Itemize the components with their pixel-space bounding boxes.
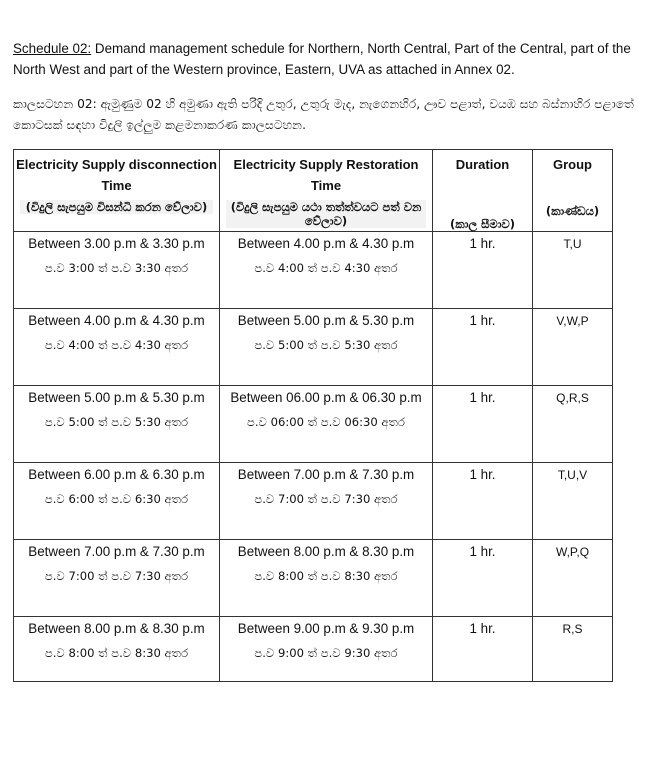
duration-value: 1 hr. [469, 313, 496, 328]
group-value: T,U [563, 237, 582, 251]
restore-time-sinhala: ප.ව 9:00 ත් ප.ව 9:30 අතර [254, 646, 398, 660]
restore-cell [220, 386, 433, 463]
group-cell [533, 463, 613, 540]
header-duration-label: Duration [455, 157, 510, 172]
duration-cell [433, 540, 533, 617]
disconnect-time: Between 4.00 p.m & 4.30 p.m [28, 313, 205, 328]
group-cell [533, 386, 613, 463]
schedule-heading-text: Demand management schedule for Northern, North Central, Part of the Central, part of the North West and part of the Western province, Eastern, UVA as attached in Annex 02. [13, 41, 631, 77]
header-restoration-time [220, 150, 433, 232]
group-value: R,S [562, 622, 583, 636]
disconnect-time: Between 8.00 p.m & 8.30 p.m [28, 621, 205, 636]
group-value: Q,R,S [556, 391, 589, 405]
restore-cell [220, 463, 433, 540]
restore-time: Between 9.00 p.m & 9.30 p.m [237, 621, 415, 636]
duration-cell [433, 617, 533, 682]
header-group-label-sinhala: (කාණ්ඩය) [545, 204, 600, 218]
table-header-row [14, 150, 613, 232]
table-row [14, 540, 613, 617]
restore-time: Between 5.00 p.m & 5.30 p.m [237, 313, 415, 328]
disconnect-cell [14, 540, 220, 617]
disconnect-time-sinhala: ප.ව 5:00 ත් ප.ව 5:30 අතර [44, 415, 189, 429]
duration-value: 1 hr. [469, 544, 496, 559]
table-row [14, 617, 613, 682]
header-disconnection-label-sinhala: (විදුලි සැපයුම විසන්ධි කරන වේලාව) [20, 200, 213, 214]
disconnect-cell [14, 617, 220, 682]
restore-cell [220, 540, 433, 617]
group-cell [533, 232, 613, 309]
duration-value: 1 hr. [469, 621, 496, 636]
restore-cell [220, 617, 433, 682]
disconnect-cell [14, 386, 220, 463]
restore-time: Between 7.00 p.m & 7.30 p.m [237, 467, 415, 482]
table-row [14, 386, 613, 463]
table-row [14, 463, 613, 540]
header-disconnection-time [14, 150, 220, 232]
disconnect-time-sinhala: ප.ව 7:00 ත් ප.ව 7:30 අතර [44, 569, 189, 583]
disconnect-cell [14, 463, 220, 540]
schedule-heading-sinhala: කාලසටහන 02: ඇමුණුම 02 හි අමුණා ඇති පරිදි උතුර, උතුරු මැද, නැගෙනහිර, ඌව පළාත්, වයඹ සහ බස්නාහිර පළාතේ කොටසක් සඳහා විදුලි ඉල්ලුම කළමනාකරණ කාලසටහන. [13, 97, 634, 132]
disconnect-cell [14, 232, 220, 309]
duration-value: 1 hr. [469, 236, 496, 251]
group-cell [533, 540, 613, 617]
table-row [14, 309, 613, 386]
duration-value: 1 hr. [469, 467, 496, 482]
group-value: W,P,Q [555, 545, 590, 559]
schedule-label: Schedule 02: [13, 41, 92, 56]
disconnect-time: Between 5.00 p.m & 5.30 p.m [28, 390, 205, 405]
schedule-table [13, 149, 613, 682]
group-cell [533, 617, 613, 682]
header-duration [433, 150, 533, 232]
disconnect-time-sinhala: ප.ව 3:00 ත් ප.ව 3:30 අතර [44, 261, 189, 275]
table-row [14, 232, 613, 309]
disconnect-time-sinhala: ප.ව 8:00 ත් ප.ව 8:30 අතර [44, 646, 189, 660]
restore-time: Between 8.00 p.m & 8.30 p.m [237, 544, 415, 559]
duration-value: 1 hr. [469, 390, 496, 405]
duration-cell [433, 309, 533, 386]
restore-time-sinhala: ප.ව 7:00 ත් ප.ව 7:30 අතර [254, 492, 398, 506]
restore-time: Between 06.00 p.m & 06.30 p.m [230, 390, 422, 405]
restore-time-sinhala: ප.ව 5:00 ත් ප.ව 5:30 අතර [254, 338, 398, 352]
duration-cell [433, 232, 533, 309]
restore-time-sinhala: ප.ව 4:00 ත් ප.ව 4:30 අතර [254, 261, 398, 275]
header-disconnection-label: Electricity Supply disconnection Time [16, 157, 217, 193]
restore-time: Between 4.00 p.m & 4.30 p.m [237, 236, 415, 251]
restore-cell [220, 232, 433, 309]
restore-time-sinhala: ප.ව 06:00 ත් ප.ව 06:30 අතර [247, 415, 405, 429]
disconnect-cell [14, 309, 220, 386]
header-group-label: Group [553, 157, 592, 172]
restore-cell [220, 309, 433, 386]
disconnect-time: Between 7.00 p.m & 7.30 p.m [28, 544, 205, 559]
header-duration-label-sinhala: (කාල සීමාව) [450, 217, 515, 231]
group-cell [533, 309, 613, 386]
header-restoration-label-sinhala: (විදුලි සැපයුම යථා තත්ත්වයට පත් වන වේලාව) [226, 200, 426, 228]
group-value: T,U,V [557, 468, 588, 482]
group-value: V,W,P [556, 314, 589, 328]
disconnect-time-sinhala: ප.ව 4:00 ත් ප.ව 4:30 අතර [44, 338, 189, 352]
restore-time-sinhala: ප.ව 8:00 ත් ප.ව 8:30 අතර [254, 569, 398, 583]
header-restoration-label: Electricity Supply Restoration Time [233, 157, 419, 193]
disconnect-time: Between 6.00 p.m & 6.30 p.m [28, 467, 205, 482]
schedule-heading [13, 38, 649, 80]
disconnect-time-sinhala: ප.ව 6:00 ත් ප.ව 6:30 අතර [44, 492, 189, 506]
header-group [533, 150, 613, 232]
duration-cell [433, 463, 533, 540]
disconnect-time: Between 3.00 p.m & 3.30 p.m [28, 236, 205, 251]
duration-cell [433, 386, 533, 463]
